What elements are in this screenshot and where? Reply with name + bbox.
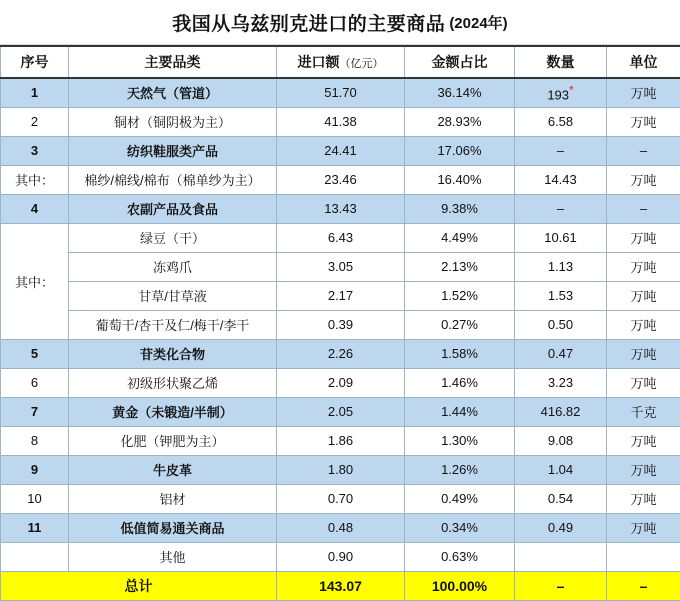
row-quantity: 193* — [515, 78, 607, 107]
total-unit: – — [607, 571, 680, 600]
table-row — [1, 397, 680, 426]
row-unit: 万吨 — [607, 339, 680, 368]
row-quantity: 10.61 — [515, 223, 607, 252]
row-amount: 0.70 — [277, 484, 405, 513]
row-index: 7 — [1, 397, 69, 426]
row-amount: 3.05 — [277, 252, 405, 281]
row-unit: 万吨 — [607, 107, 680, 136]
row-unit: 万吨 — [607, 223, 680, 252]
row-amount: 2.05 — [277, 397, 405, 426]
table-row — [1, 310, 680, 339]
row-share: 1.58% — [405, 339, 515, 368]
row-quantity — [515, 542, 607, 571]
row-index: 其中： — [1, 165, 69, 194]
table-row — [1, 136, 680, 165]
page-title-text: 我国从乌兹别克进口的主要商品 — [172, 9, 445, 36]
row-share: 36.14% — [405, 78, 515, 107]
row-index: 8 — [1, 426, 69, 455]
table-row — [1, 281, 680, 310]
row-quantity: 0.49 — [515, 513, 607, 542]
row-index: 10 — [1, 484, 69, 513]
row-amount: 0.48 — [277, 513, 405, 542]
row-share: 28.93% — [405, 107, 515, 136]
row-amount: 2.26 — [277, 339, 405, 368]
table-header-row — [1, 46, 680, 78]
row-amount: 1.80 — [277, 455, 405, 484]
row-quantity: 6.58 — [515, 107, 607, 136]
table-row — [1, 165, 680, 194]
row-amount: 1.86 — [277, 426, 405, 455]
row-index: 2 — [1, 107, 69, 136]
table-row — [1, 513, 680, 542]
row-share: 4.49% — [405, 223, 515, 252]
table-row — [1, 542, 680, 571]
column-header-amount: 进口额（亿元） — [277, 46, 405, 78]
row-amount: 2.09 — [277, 368, 405, 397]
row-group-label: 其中： — [1, 223, 69, 339]
column-header-index: 序号 — [1, 46, 69, 78]
table-total-row — [1, 571, 680, 600]
row-unit: 万吨 — [607, 165, 680, 194]
row-quantity: 9.08 — [515, 426, 607, 455]
row-unit: 万吨 — [607, 252, 680, 281]
row-unit: 万吨 — [607, 426, 680, 455]
column-header-share: 金额占比 — [405, 46, 515, 78]
row-share: 0.34% — [405, 513, 515, 542]
row-index: 3 — [1, 136, 69, 165]
row-share: 0.49% — [405, 484, 515, 513]
row-category-name: 低值简易通关商品 — [69, 513, 277, 542]
row-share: 17.06% — [405, 136, 515, 165]
import-commodities-table — [0, 45, 680, 601]
row-amount: 23.46 — [277, 165, 405, 194]
row-share: 2.13% — [405, 252, 515, 281]
row-index: 5 — [1, 339, 69, 368]
row-share: 1.26% — [405, 455, 515, 484]
page-title-year: (2024年) — [449, 12, 507, 33]
row-share: 1.46% — [405, 368, 515, 397]
row-category-name: 初级形状聚乙烯 — [69, 368, 277, 397]
row-category-name: 天然气（管道） — [69, 78, 277, 107]
row-quantity: 416.82 — [515, 397, 607, 426]
total-amount: 143.07 — [277, 571, 405, 600]
total-qty: – — [515, 571, 607, 600]
column-header-quantity: 数量 — [515, 46, 607, 78]
row-quantity: 1.13 — [515, 252, 607, 281]
row-quantity: 1.04 — [515, 455, 607, 484]
row-quantity: – — [515, 194, 607, 223]
table-row — [1, 455, 680, 484]
row-quantity: 3.23 — [515, 368, 607, 397]
total-share: 100.00% — [405, 571, 515, 600]
row-share: 9.38% — [405, 194, 515, 223]
row-unit: 千克 — [607, 397, 680, 426]
row-category-name: 纺织鞋服类产品 — [69, 136, 277, 165]
table-row — [1, 368, 680, 397]
table-row — [1, 223, 680, 252]
row-category-name: 黄金（未锻造/半制） — [69, 397, 277, 426]
row-unit: 万吨 — [607, 513, 680, 542]
row-quantity: 14.43 — [515, 165, 607, 194]
row-category-name: 棉纱/棉线/棉布（棉单纱为主） — [69, 165, 277, 194]
row-share: 0.63% — [405, 542, 515, 571]
row-category-name: 葡萄干/杏干及仁/梅干/李干 — [69, 310, 277, 339]
row-amount: 0.90 — [277, 542, 405, 571]
row-share: 1.44% — [405, 397, 515, 426]
row-amount: 6.43 — [277, 223, 405, 252]
row-category-name: 绿豆（干） — [69, 223, 277, 252]
row-share: 0.27% — [405, 310, 515, 339]
row-share: 16.40% — [405, 165, 515, 194]
row-index: 9 — [1, 455, 69, 484]
row-share: 1.30% — [405, 426, 515, 455]
table-row — [1, 252, 680, 281]
table-row — [1, 426, 680, 455]
row-unit: 万吨 — [607, 281, 680, 310]
row-unit: 万吨 — [607, 78, 680, 107]
row-unit: – — [607, 194, 680, 223]
page-title — [0, 0, 680, 45]
row-amount: 2.17 — [277, 281, 405, 310]
row-unit: 万吨 — [607, 484, 680, 513]
row-quantity: 1.53 — [515, 281, 607, 310]
watermark — [668, 537, 672, 547]
row-index — [1, 542, 69, 571]
row-category-name: 其他 — [69, 542, 277, 571]
row-category-name: 化肥（钾肥为主） — [69, 426, 277, 455]
row-index: 11 — [1, 513, 69, 542]
table-row — [1, 78, 680, 107]
row-category-name: 甘草/甘草液 — [69, 281, 277, 310]
column-header-category: 主要品类 — [69, 46, 277, 78]
row-amount: 24.41 — [277, 136, 405, 165]
row-share: 1.52% — [405, 281, 515, 310]
table-row — [1, 339, 680, 368]
row-amount: 51.70 — [277, 78, 405, 107]
row-unit: 万吨 — [607, 368, 680, 397]
table-body — [1, 78, 680, 600]
row-quantity: – — [515, 136, 607, 165]
row-index: 6 — [1, 368, 69, 397]
row-quantity: 0.54 — [515, 484, 607, 513]
table-row — [1, 484, 680, 513]
row-amount: 0.39 — [277, 310, 405, 339]
row-index: 1 — [1, 78, 69, 107]
table-row — [1, 194, 680, 223]
row-unit: 万吨 — [607, 455, 680, 484]
row-category-name: 铜材（铜阴极为主） — [69, 107, 277, 136]
row-category-name: 冻鸡爪 — [69, 252, 277, 281]
row-quantity: 0.50 — [515, 310, 607, 339]
table-row — [1, 107, 680, 136]
row-amount: 41.38 — [277, 107, 405, 136]
row-category-name: 牛皮革 — [69, 455, 277, 484]
row-category-name: 农副产品及食品 — [69, 194, 277, 223]
row-category-name: 铝材 — [69, 484, 277, 513]
row-quantity: 0.47 — [515, 339, 607, 368]
column-header-unit: 单位 — [607, 46, 680, 78]
row-unit: 万吨 — [607, 310, 680, 339]
total-label: 总计 — [1, 571, 277, 600]
footnote-star-icon: * — [569, 83, 574, 97]
row-amount: 13.43 — [277, 194, 405, 223]
row-index: 4 — [1, 194, 69, 223]
row-unit: – — [607, 136, 680, 165]
row-category-name: 苷类化合物 — [69, 339, 277, 368]
